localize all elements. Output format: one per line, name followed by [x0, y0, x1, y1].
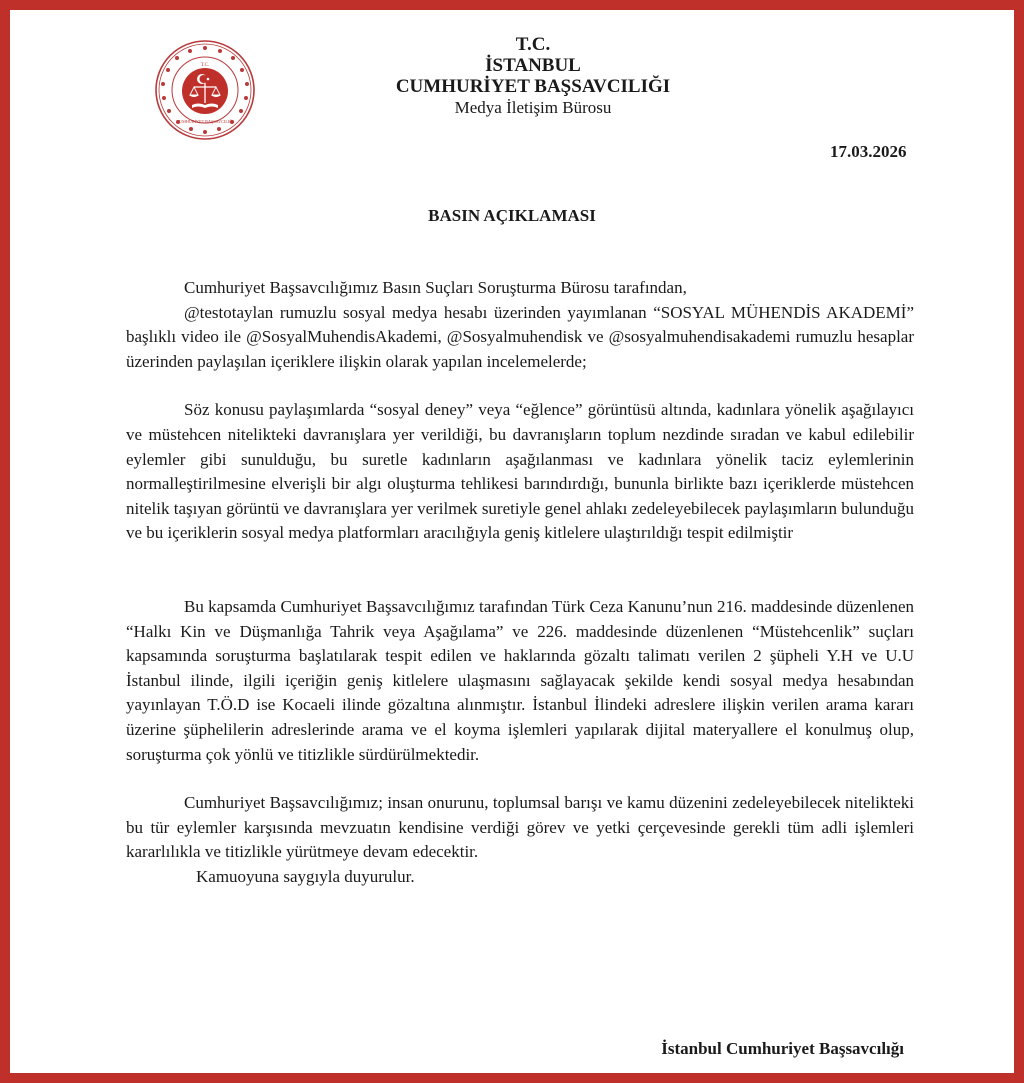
letterhead-tc: T.C.: [515, 34, 551, 55]
letterhead-city: İSTANBUL: [485, 55, 581, 76]
document-body: [126, 276, 914, 889]
spacer: [126, 767, 914, 791]
spacer: [126, 374, 914, 398]
letterhead: [353, 34, 713, 118]
spacer: [126, 546, 914, 595]
letterhead-institution: CUMHURİYET BAŞSAVCILIĞI: [395, 76, 671, 97]
svg-text:CUMHURİYET BAŞSAVCILIĞI: CUMHURİYET BAŞSAVCILIĞI: [176, 119, 234, 124]
paragraph-intro: @testotaylan rumuzlu sosyal medya hesabı üzerinden yayımlanan “SOSYAL MÜHENDİS AKADEMİ” başlıklı video ile @SosyalMuhendisAkademi, @Sosyalmuhendisk ve @sosyalmuhendisakademi rumuzlu hesaplar üzerinden paylaşılan içeriklere ilişkin olarak yapılan incelemelerde;: [126, 302, 914, 371]
document-title: BASIN AÇIKLAMASI: [428, 206, 596, 225]
document-date: 17.03.2026: [830, 142, 907, 161]
signature: İstanbul Cumhuriyet Başsavcılığı: [661, 1039, 904, 1058]
paragraph-findings: Söz konusu paylaşımlarda “sosyal deney” veya “eğlence” görüntüsü altında, kadınlara yönelik aşağılayıcı ve müstehcen nitelikteki davranışlara yer verildiği, bu davranışların toplum nezdinde sıradan ve kabul edilebilir eylemler gibi sunulduğu, bu suretle kadınların aşağılanması ve kadınlara yönelik taciz eylemlerinin normalleştirilmesine elverişli bir algı oluşturma tehlikesi barındırdığı, bununla birlikte bazı içeriklerde müstehcen nitelik taşıyan görüntü ve davranışlara yer verilmek suretiyle genel ahlakı zedeleyebilecek paylaşımların bulunduğu ve bu içeriklerin sosyal medya platformları aracılığıyla geniş kitlelere ulaştırıldığı tespit edilmiştir: [126, 400, 914, 543]
press-release-page: [10, 10, 1014, 1073]
letterhead-department: Medya İletişim Bürosu: [454, 98, 612, 117]
paragraph-intro-line: Cumhuriyet Başsavcılığımız Basın Suçları Soruşturma Bürosu tarafından,: [184, 278, 687, 297]
paragraph-investigation: Bu kapsamda Cumhuriyet Başsavcılığımız tarafından Türk Ceza Kanunu’nun 216. maddesinde düzenlenen “Halkı Kin ve Düşmanlığa Tahrik veya Aşağılama” ve 226. maddesinde düzenlenen “Müstehcenlik” suçları kapsamında soruşturma başlatılarak tespit edilen ve haklarında gözaltı talimatı verilen 2 şüpheli Y.H ve U.U İstanbul ilinde, ilgili içeriğin geniş kitlelere ulaşmasını sağlayacak şekilde kendi sosyal medya hesabından yayınlayan T.Ö.D ise Kocaeli ilinde gözaltına alınmıştır. İstanbul İlindeki adreslere ilişkin verilen arama kararı üzerine şüphelilerin adreslerinde arama ve el koyma işlemleri yapılarak dijital materyallere el konulmuş olup, soruşturma çok yönlü ve titizlikle sürdürülmektedir.: [126, 596, 914, 764]
prosecutor-office-seal-icon: [152, 39, 258, 141]
closing-line: Kamuoyuna saygıyla duyurulur.: [196, 866, 415, 886]
svg-text:T.C.: T.C.: [200, 63, 210, 68]
paragraph-statement: Cumhuriyet Başsavcılığımız; insan onurunu, toplumsal barışı ve kamu düzenini zedeleyebilecek nitelikteki bu tür eylemler karşısında mevzuatın kendisine verdiği görev ve yetki çerçevesinde gerekli tüm adli işlemleri kararlılıkla ve titizlikle yürütmeye devam edecektir.: [126, 793, 914, 862]
